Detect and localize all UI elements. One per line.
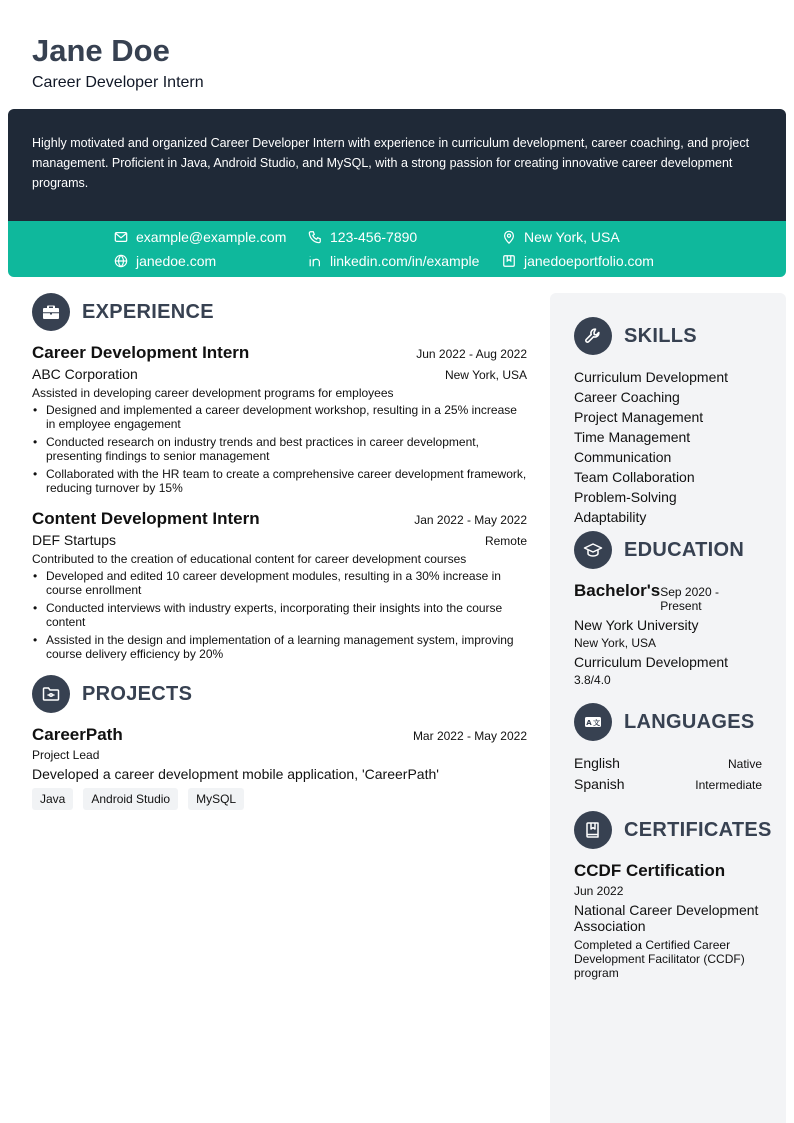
skill-item: Team Collaboration bbox=[574, 469, 695, 485]
bullet-item: • Collaborated with the HR team to create a comprehensive career development framework, reducing turnover by 15% bbox=[32, 467, 527, 495]
field-of-study: Curriculum Development bbox=[574, 654, 729, 670]
svg-text:A: A bbox=[586, 719, 592, 727]
portfolio-text: janedoeportfolio.com bbox=[524, 253, 654, 269]
job-location: Remote bbox=[484, 534, 527, 548]
bullet-item: • Assisted in the design and implementation of a learning management system, improving course delivery efficiency by 20% bbox=[32, 633, 527, 661]
language-name: Spanish bbox=[574, 776, 625, 792]
skill-item: Project Management bbox=[574, 409, 704, 425]
person-title: Career Developer Intern bbox=[32, 74, 204, 91]
experience-item bbox=[32, 343, 527, 495]
education-dates: Sep 2020 - Present bbox=[660, 585, 719, 613]
bullet-item: • Conducted interviews with industry experts, incorporating their insights into the course content bbox=[32, 601, 527, 629]
email-text: example@example.com bbox=[136, 229, 287, 245]
projects-title: PROJECTS bbox=[82, 682, 193, 705]
languages-list bbox=[574, 753, 762, 795]
job-dates: Jun 2022 - Aug 2022 bbox=[416, 347, 527, 361]
language-item bbox=[574, 753, 762, 774]
summary-section bbox=[8, 109, 786, 221]
job-bullets bbox=[32, 569, 527, 661]
job-location: New York, USA bbox=[444, 368, 527, 382]
map-pin-icon bbox=[502, 230, 516, 244]
briefcase-icon bbox=[32, 293, 70, 331]
sidebar bbox=[550, 293, 786, 1123]
school-location: New York, USA bbox=[574, 636, 657, 650]
contact-bar bbox=[8, 221, 786, 277]
contact-website[interactable] bbox=[114, 251, 216, 271]
project-item bbox=[32, 725, 527, 810]
job-company: ABC Corporation bbox=[32, 366, 138, 382]
skill-item: Adaptability bbox=[574, 509, 647, 525]
school-name: New York University bbox=[574, 617, 699, 633]
education-title: EDUCATION bbox=[624, 538, 745, 561]
project-dates: Mar 2022 - May 2022 bbox=[412, 729, 527, 743]
folder-icon bbox=[32, 675, 70, 713]
project-description: Developed a career development mobile application, 'CareerPath' bbox=[32, 766, 439, 782]
languages-title: LANGUAGES bbox=[624, 710, 755, 733]
location-text: New York, USA bbox=[524, 229, 620, 245]
certificates-title: CERTIFICATES bbox=[624, 818, 772, 841]
experience-header bbox=[32, 293, 527, 331]
skill-item: Career Coaching bbox=[574, 389, 680, 405]
website-text: janedoe.com bbox=[136, 253, 217, 269]
language-level: Native bbox=[727, 757, 762, 771]
certificate-name: CCDF Certification bbox=[574, 861, 726, 880]
phone-text: 123-456-7890 bbox=[330, 229, 418, 245]
language-name: English bbox=[574, 755, 620, 771]
gpa: 3.8/4.0 bbox=[574, 673, 611, 687]
skills-list bbox=[574, 367, 762, 527]
project-name: CareerPath bbox=[32, 725, 123, 744]
skills-title: SKILLS bbox=[624, 324, 697, 347]
summary-text: Highly motivated and organized Career Developer Intern with experience in curriculum development, career coaching, and project management. Proficient in Java, Android Studio, and MySQL, with a strong passion for creating innovative career development programs. bbox=[32, 136, 750, 190]
certificate-description: Completed a Certified Career Development Facilitator (CCDF) program bbox=[574, 938, 745, 980]
linkedin-text: linkedin.com/in/example bbox=[330, 253, 480, 269]
phone-icon bbox=[308, 230, 322, 244]
certificate-issuer: National Career Development Association bbox=[574, 902, 759, 934]
linkedin-icon bbox=[308, 254, 322, 268]
contact-phone[interactable] bbox=[308, 227, 417, 247]
job-description: Assisted in developing career development programs for employees bbox=[32, 386, 394, 400]
experience-item bbox=[32, 509, 527, 661]
job-role: Career Development Intern bbox=[32, 343, 250, 362]
job-dates: Jan 2022 - May 2022 bbox=[414, 513, 527, 527]
resume-header bbox=[32, 32, 204, 92]
tag: MySQL bbox=[188, 788, 244, 810]
projects-header bbox=[32, 675, 527, 713]
project-role: Project Lead bbox=[32, 748, 100, 762]
job-description: Contributed to the creation of educational content for career development courses bbox=[32, 552, 467, 566]
globe-icon bbox=[114, 254, 128, 268]
contact-email[interactable] bbox=[114, 227, 286, 247]
graduation-cap-icon bbox=[574, 531, 612, 569]
skill-item: Problem-Solving bbox=[574, 489, 677, 505]
languages-header bbox=[574, 703, 762, 741]
skill-item: Communication bbox=[574, 449, 672, 465]
job-bullets bbox=[32, 403, 527, 495]
bullet-item: • Designed and implemented a career development workshop, resulting in a 25% increase in employee engagement bbox=[32, 403, 527, 431]
bullet-item: • Developed and edited 10 career development modules, resulting in a 30% increase in course enrollment bbox=[32, 569, 527, 597]
skill-item: Curriculum Development bbox=[574, 369, 729, 385]
education-header bbox=[574, 531, 762, 569]
mail-icon bbox=[114, 230, 128, 244]
translate-icon bbox=[574, 703, 612, 741]
contact-portfolio[interactable] bbox=[502, 251, 654, 271]
job-role: Content Development Intern bbox=[32, 509, 260, 528]
skill-item: Time Management bbox=[574, 429, 691, 445]
bullet-item: • Conducted research on industry trends and best practices in career development, presenting findings to senior management bbox=[32, 435, 527, 463]
skills-header bbox=[574, 317, 762, 355]
wrench-icon bbox=[574, 317, 612, 355]
contact-linkedin[interactable] bbox=[308, 251, 479, 271]
main-column bbox=[32, 293, 527, 810]
tag: Java bbox=[32, 788, 73, 810]
project-tags bbox=[32, 788, 527, 810]
bookmark-icon bbox=[502, 254, 516, 268]
book-icon bbox=[574, 811, 612, 849]
language-item bbox=[574, 774, 762, 795]
contact-location bbox=[502, 227, 620, 247]
degree: Bachelor's bbox=[574, 581, 661, 600]
experience-title: EXPERIENCE bbox=[82, 300, 214, 323]
svg-text:文: 文 bbox=[593, 719, 600, 727]
education-item bbox=[574, 581, 762, 687]
certificate-item bbox=[574, 861, 762, 980]
tag: Android Studio bbox=[83, 788, 178, 810]
person-name: Jane Doe bbox=[32, 33, 170, 68]
certificates-header bbox=[574, 811, 772, 849]
certificate-date: Jun 2022 bbox=[574, 884, 624, 898]
language-level: Intermediate bbox=[695, 778, 762, 792]
job-company: DEF Startups bbox=[32, 532, 117, 548]
